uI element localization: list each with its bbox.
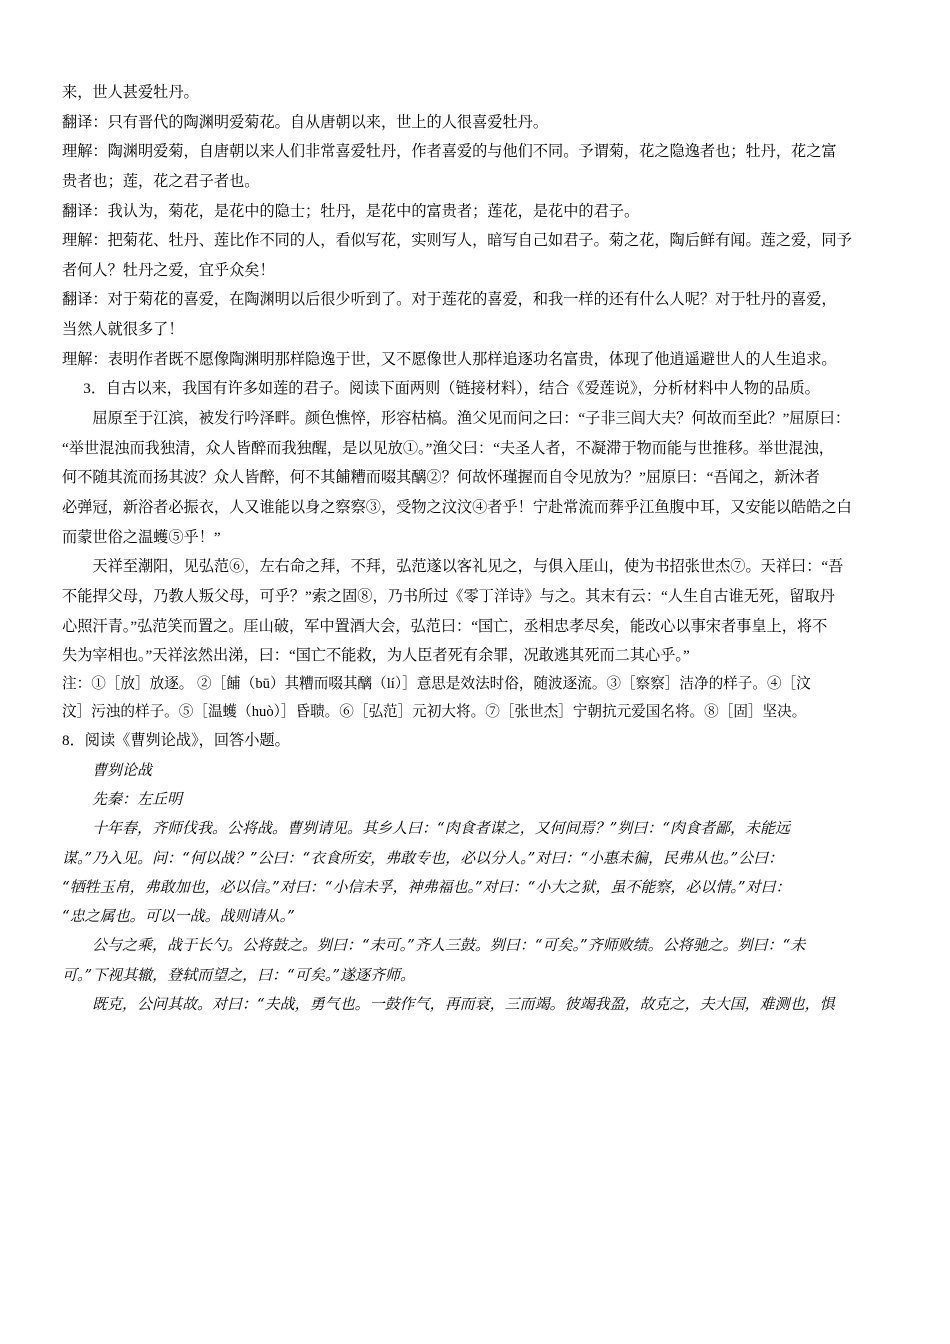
passage-author: 先秦：左丘明 <box>92 790 183 809</box>
question-8-stem: 8．阅读《曹刿论战》，回答小题。 <box>62 732 290 750</box>
passage-line: 公与之乘，战于长勺。公将鼓之。刿曰：“未可。”齐人三鼓。刿曰：“可矣。”齐师败绩。公将驰之。刿曰：“未 <box>92 936 806 955</box>
text-line: 当然人就很多了！ <box>62 321 184 339</box>
passage-line: “牺牲玉帛，弗敢加也，必以信。”对曰：“小信未孚，神弗福也。”对曰：“小大之狱，虽不能察，必以情。”对曰： <box>62 877 791 896</box>
footnote-line: 注：①［放］放逐。 ②［餔（bū）其糟而啜其醨（lí）］意思是效法时俗，随波逐流。③［察察］洁净的样子。④［汶 <box>62 675 811 692</box>
text-line: 翻译：对于菊花的喜爱，在陶渊明以后很少听到了。对于莲花的喜爱，和我一样的还有什么人呢？对于牡丹的喜爱， <box>62 291 837 309</box>
question-3-stem: 3．自古以来，我国有许多如莲的君子。阅读下面两则（链接材料），结合《爱莲说》，分析材料中人物的品质。 <box>83 380 820 398</box>
text-line: 贵者也；莲，花之君子者也。 <box>62 172 260 190</box>
passage-line: “忠之属也。可以一战。战则请从。” <box>62 907 295 926</box>
passage-line: 必弹冠，新浴者必振衣，人又谁能以身之察察③，受物之汶汶④者乎！宁赴常流而葬乎江鱼腹中耳，又安能以皓皓之白 <box>62 498 852 516</box>
passage-line: 十年春，齐师伐我。公将战。曹刿请见。其乡人曰：“肉食者谋之，又何间焉？”刿曰：“肉食者鄙，未能远 <box>92 819 791 838</box>
text-line: 理解：陶渊明爱菊，自唐朝以来人们非常喜爱牡丹，作者喜爱的与他们不同。予谓菊，花之隐逸者也；牡丹，花之富 <box>62 143 837 161</box>
passage-line: 而蒙世俗之温蠖⑤乎！” <box>62 528 221 546</box>
text-line: 理解：把菊花、牡丹、莲比作不同的人，看似写花，实则写人，暗写自己如君子。菊之花，陶后鲜有闻。莲之爱，同予 <box>62 232 852 250</box>
text-line: 理解：表明作者既不愿像陶渊明那样隐逸于世，又不愿像世人那样追逐功名富贵，体现了他逍遥避世人的人生追求。 <box>62 350 837 368</box>
passage-line: 既克，公问其故。对曰：“夫战，勇气也。一鼓作气，再而衰，三而竭。彼竭我盈，故克之，夫大国，难测也，惧 <box>92 994 835 1013</box>
passage-line: 天祥至潮阳，见弘范⑥，左右命之拜，不拜，弘范遂以客礼见之，与俱入厓山，使为书招张世杰⑦。天祥曰：“吾 <box>92 558 844 576</box>
footnote-line: 汶］污浊的样子。⑤［温蠖（huò）］昏聩。⑥［弘范］元初大将。⑦［张世杰］宁朝抗元爱国名将。⑧［固］坚决。 <box>62 703 807 720</box>
document-body <box>62 78 888 1019</box>
passage-line: 心照汗青。”弘范笑而置之。厓山破，军中置酒大会，弘范曰：“国亡，丞相忠孝尽矣，能改心以事宋者事皇上，将不 <box>62 617 828 635</box>
passage-title: 曹刿论战 <box>92 760 153 779</box>
passage-line: 何不随其流而扬其波？众人皆醉，何不其餔糟而啜其醨②？何故怀瑾握而自令见放为？”屈原曰：“吾闻之，新沐者 <box>62 469 820 487</box>
text-line: 者何人？牡丹之爱，宜乎众矣！ <box>62 261 275 279</box>
passage-line: 可。”下视其辙，登轼而望之，曰：“可矣。”遂逐齐师。 <box>62 965 416 984</box>
text-line: 翻译：我认为，菊花，是花中的隐士；牡丹，是花中的富贵者；莲花，是花中的君子。 <box>62 202 640 220</box>
passage-line: 失为宰相也。”天祥泫然出涕，曰：“国亡不能救，为人臣者死有余罪，况敢逃其死而二其心乎。” <box>62 647 690 665</box>
passage-line: 屈原至于江滨，被发行吟泽畔。颜色憔悴，形容枯槁。渔父见而问之曰：“子非三闾大夫？何故而至此？”屈原曰： <box>92 410 851 428</box>
passage-line: 不能捍父母，乃教人叛父母，可乎？”索之固⑧，乃书所过《零丁洋诗》与之。其末有云：“人生自古谁无死，留取丹 <box>62 587 835 605</box>
passage-line: 谋。”乃入见。问：“何以战？”公曰：“衣食所安，弗敢专也，必以分人。”对曰：“小惠未徧，民弗从也。”公曰： <box>62 848 784 867</box>
passage-line: “举世混浊而我独清，众人皆醉而我独醒，是以见放①。”渔父曰：“夫圣人者，不凝滞于物而能与世推移。举世混浊， <box>62 439 834 457</box>
text-line: 翻译：只有晋代的陶渊明爱菊花。自从唐朝以来，世上的人很喜爱牡丹。 <box>62 113 548 131</box>
text-line: 来，世人甚爱牡丹。 <box>62 84 199 101</box>
